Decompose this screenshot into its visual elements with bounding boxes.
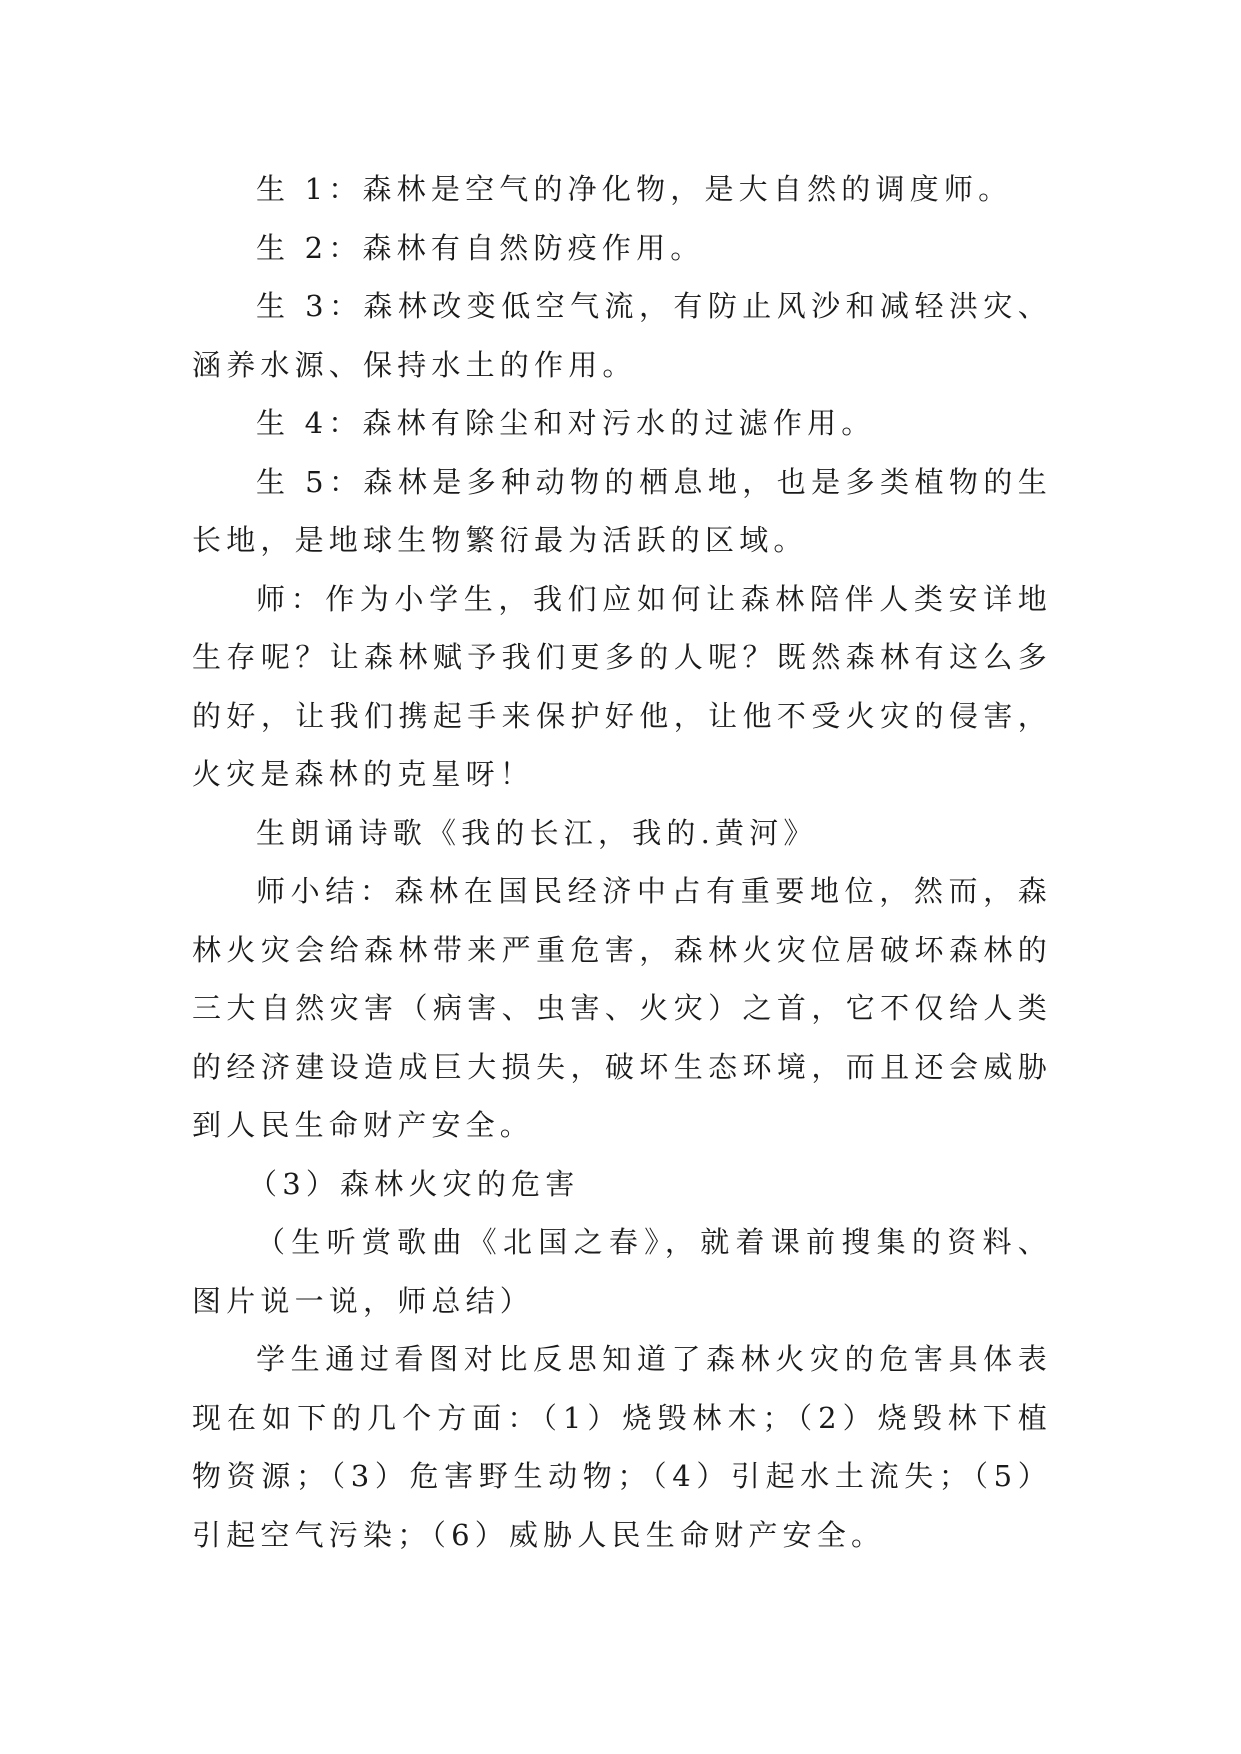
paragraph-student-5: 生 5：森林是多种动物的栖息地，也是多类植物的生长地，是地球生物繁衍最为活跃的区域。 (192, 464, 1052, 557)
paragraph-song-activity: （生听赏歌曲《北国之春》，就着课前搜集的资料、图片说一说，师总结） (192, 1225, 1052, 1318)
document-body (192, 160, 1052, 1564)
paragraph-poem-recital: 生朗诵诗歌《我的长江，我的.黄河》 (256, 815, 818, 850)
paragraph-teacher-question: 师：作为小学生，我们应如何让森林陪伴人类安详地生存呢？让森林赋予我们更多的人呢？既然森林有这么多的好，让我们携起手来保护好他，让他不受火灾的侵害，火灾是森林的克星呀！ (192, 581, 1052, 791)
paragraph-student-4: 生 4：森林有除尘和对污水的过滤作用。 (256, 406, 876, 440)
paragraph-student-2: 生 2：森林有自然防疫作用。 (256, 230, 705, 265)
paragraph-teacher-summary: 师小结：森林在国民经济中占有重要地位，然而，森林火灾会给森林带来严重危害，森林火灾位居破坏森林的三大自然灾害（病害、虫害、火灾）之首，它不仅给人类的经济建设造成巨大损失，破坏生态环境，而且还会威胁到人民生命财产安全。 (192, 874, 1052, 1142)
section-heading: （3）森林火灾的危害 (248, 1166, 580, 1201)
paragraph-conclusion: 学生通过看图对比反思知道了森林火灾的危害具体表现在如下的几个方面：（1）烧毁林木；（2）烧毁林下植物资源；（3）危害野生动物；（4）引起水土流失；（5）引起空气污染；（6）威胁人民生命财产安全。 (192, 1342, 1052, 1552)
paragraph-student-1: 生 1：森林是空气的净化物，是大自然的调度师。 (256, 172, 1013, 206)
paragraph-student-3: 生 3：森林改变低空气流，有防止风沙和减轻洪灾、涵养水源、保持水土的作用。 (192, 289, 1052, 382)
